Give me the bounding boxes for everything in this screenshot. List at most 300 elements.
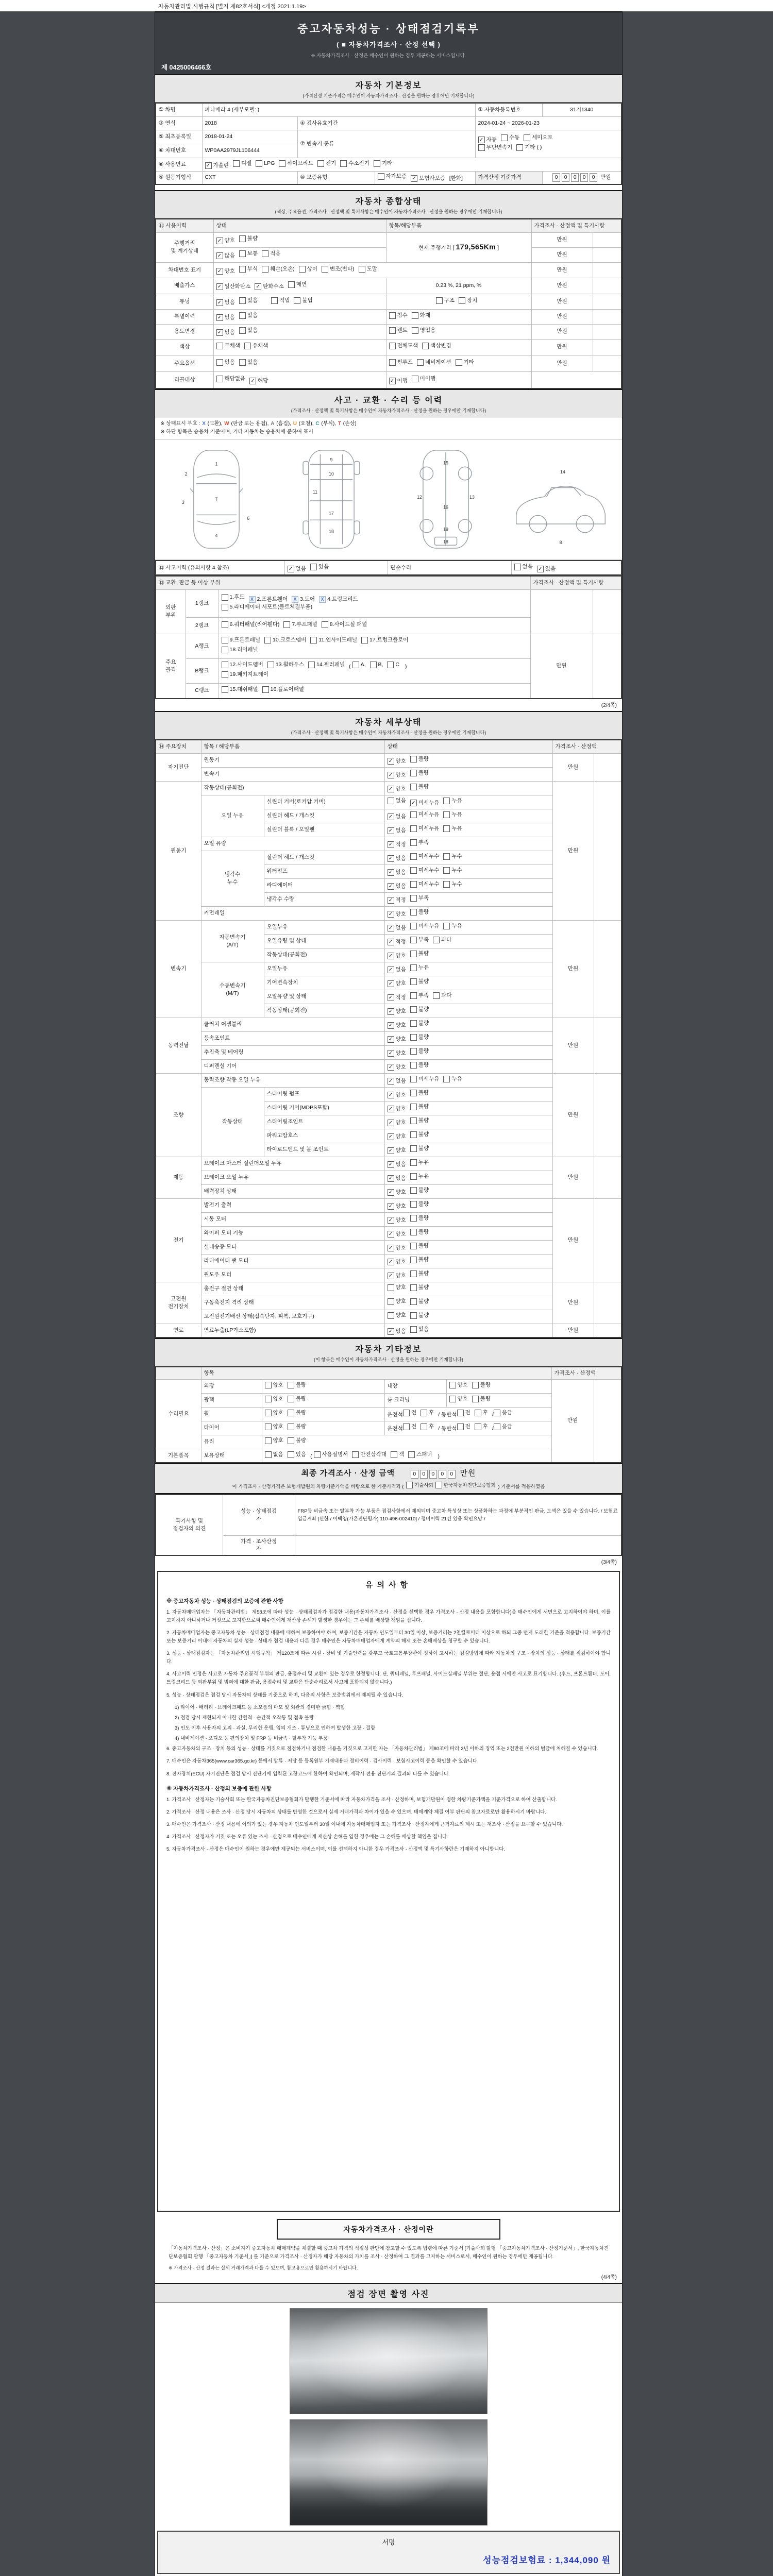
checkbox-icon (322, 621, 328, 628)
checkbox-불량[interactable] (410, 1089, 429, 1097)
checkbox-icon: ✓ (388, 869, 394, 876)
checkbox-양호[interactable] (216, 267, 235, 275)
checkbox-label: 미세누유 (418, 800, 440, 806)
checkbox-양호[interactable] (216, 237, 235, 245)
checkbox-누유[interactable] (410, 964, 429, 972)
table-cell (384, 1268, 552, 1282)
checkbox-불량[interactable] (288, 1381, 306, 1389)
checkbox-4.트렁크리드[interactable] (319, 596, 358, 603)
checkbox-icon (387, 662, 394, 668)
checkbox-label: B, (378, 662, 383, 668)
checkbox-네비게이션[interactable] (417, 359, 451, 366)
checkbox-누유[interactable] (443, 922, 462, 930)
text: 만원 (557, 360, 567, 366)
checkbox-label: 불량 (418, 1215, 429, 1222)
text: 상태 (387, 743, 398, 750)
checkbox-양호[interactable] (265, 1423, 283, 1431)
checkbox-누수[interactable] (443, 880, 462, 888)
checkbox-도말[interactable] (359, 265, 377, 273)
checkbox-label: 없음 (395, 967, 406, 973)
checkbox-양호[interactable] (388, 1022, 406, 1029)
text: 냉각수 수량 (266, 896, 295, 903)
checkbox-양호[interactable] (388, 757, 406, 765)
checkbox-icon (239, 359, 246, 366)
checkbox-누유[interactable] (443, 825, 462, 833)
checkbox-양호[interactable] (388, 1133, 406, 1141)
checkbox-icon: ✓ (388, 1245, 394, 1251)
text: 항목 / 해당부품 (204, 743, 240, 750)
checkbox-불량[interactable] (410, 1242, 429, 1250)
checkbox-침수[interactable] (389, 312, 408, 319)
checkbox-label: 일산화탄소 (224, 283, 251, 290)
checkbox-안전삼각대[interactable] (352, 1451, 386, 1459)
checkbox-변조(변타)[interactable] (322, 265, 355, 273)
table-cell (594, 1157, 621, 1198)
checkbox-17.트렁크플로어[interactable] (361, 636, 408, 644)
checkbox-icon: ✓ (388, 1050, 394, 1057)
checkbox-불량[interactable] (410, 1033, 429, 1041)
checkbox-있음[interactable] (239, 327, 258, 334)
checkbox-기타 ( )[interactable] (516, 144, 542, 151)
checkbox-불량[interactable] (410, 1284, 429, 1292)
checkbox-없음[interactable] (216, 299, 235, 307)
checkbox-양호[interactable] (388, 1216, 406, 1224)
checkbox-icon: ✓ (389, 378, 396, 384)
checkbox-적정[interactable] (388, 841, 406, 849)
table-cell (264, 990, 384, 1004)
checkbox-불량[interactable] (410, 950, 429, 958)
checkbox-불량[interactable] (410, 1298, 429, 1306)
checkbox-불량[interactable] (410, 755, 429, 763)
checkbox-기타[interactable] (374, 160, 392, 167)
checkbox-부족[interactable] (410, 936, 429, 944)
checkbox-1.후드[interactable] (222, 594, 245, 601)
checkbox-label: 변조(변타) (329, 265, 355, 272)
checkbox-누유[interactable] (410, 1159, 429, 1166)
table-cell (213, 294, 386, 309)
checkbox-icon (265, 1396, 272, 1402)
table-cell (262, 1435, 551, 1449)
checkbox-과다[interactable] (433, 936, 451, 944)
table-cell (213, 309, 386, 324)
checkbox-양호[interactable] (388, 1244, 406, 1252)
checkbox-양호[interactable] (388, 910, 406, 918)
checkbox-icon (288, 1437, 294, 1444)
checkbox-12.사이드멤버[interactable] (222, 661, 263, 669)
checkbox-13.휠하우스[interactable] (267, 661, 304, 669)
checkbox-후[interactable] (421, 1423, 434, 1431)
checkbox-양호[interactable] (388, 1008, 406, 1015)
checkbox-2.프론트휀더[interactable] (249, 596, 288, 603)
section-title: 자동차 기타정보 (355, 1345, 422, 1354)
text: 성능 · 상태점검 (240, 1508, 277, 1515)
checkbox-전[interactable] (457, 1409, 470, 1417)
checkbox-전기[interactable] (317, 160, 336, 167)
checkbox-응급[interactable] (494, 1423, 512, 1431)
checkbox-누수[interactable] (443, 853, 462, 860)
checkbox-부족[interactable] (410, 992, 429, 999)
table-cell (202, 171, 297, 184)
checkbox-적음[interactable] (262, 250, 280, 258)
checkbox-icon (288, 281, 295, 288)
table-cell (264, 892, 384, 906)
checkbox-icon: ✓ (388, 1161, 394, 1168)
detail-state-grid (155, 739, 622, 1338)
checkbox-부식[interactable] (239, 265, 258, 273)
checkbox-없음[interactable] (288, 565, 306, 573)
checkbox-불량[interactable] (410, 783, 429, 791)
checkbox-무채색[interactable] (216, 342, 240, 350)
checkbox-양호[interactable] (388, 1147, 406, 1155)
checkbox-없음[interactable] (388, 1161, 406, 1168)
checkbox-불량[interactable] (410, 1117, 429, 1125)
checkbox-양호[interactable] (449, 1395, 468, 1403)
checkbox-불량[interactable] (288, 1395, 306, 1403)
checkbox-전체도색[interactable] (389, 342, 418, 350)
checkbox-icon (288, 1382, 294, 1388)
checkbox-10.크로스멤버[interactable] (264, 636, 306, 644)
checkbox-미세누수[interactable] (410, 880, 440, 888)
checkbox-icon (340, 160, 347, 167)
checkbox-불량[interactable] (410, 1312, 429, 1319)
checkbox-icon (443, 811, 450, 818)
checkbox-훼손(오손)[interactable] (262, 265, 295, 273)
checkbox-없음[interactable] (216, 314, 235, 321)
checkbox-양호[interactable] (388, 1312, 406, 1319)
checkbox-19.패키지트레이[interactable] (222, 671, 268, 679)
checkbox-무단변속기[interactable] (478, 144, 513, 151)
checkbox-없음[interactable] (388, 883, 406, 890)
checkbox-일산화탄소[interactable] (216, 283, 251, 291)
checkbox-LPG[interactable] (256, 160, 275, 167)
checkbox-불량[interactable] (239, 235, 258, 243)
checkbox-적정[interactable] (388, 994, 406, 1002)
checkbox-있음[interactable] (310, 563, 329, 571)
checkbox-누유[interactable] (443, 1075, 462, 1083)
checkbox-누유[interactable] (443, 811, 462, 819)
checkbox-양호[interactable] (265, 1437, 283, 1445)
checkbox-icon: ✓ (388, 1106, 394, 1112)
checkbox-label: 양호 (395, 1231, 406, 1238)
checkbox-9.프론트패널[interactable] (222, 636, 260, 644)
checkbox-icon: ✓ (388, 1133, 394, 1140)
text: C랭크 (195, 687, 209, 694)
checkbox-icon: ✓ (255, 283, 261, 290)
text: 특별이력 (174, 313, 195, 320)
checkbox-상이[interactable] (299, 265, 317, 273)
checkbox-불량[interactable] (410, 1145, 429, 1153)
checkbox-label: 있음 (418, 1326, 429, 1332)
checkbox-없음[interactable] (388, 1175, 406, 1182)
checkbox-불량[interactable] (410, 1020, 429, 1027)
checkbox-A,[interactable] (352, 661, 366, 669)
checkbox-icon: ✓ (388, 1120, 394, 1126)
checkbox-label: 응급 (501, 1423, 513, 1430)
checkbox-화재[interactable] (412, 312, 430, 319)
checkbox-label: 없음 (395, 814, 406, 820)
checkbox-적정[interactable] (388, 938, 406, 946)
checkbox-15.대쉬패널[interactable] (222, 686, 258, 693)
table-cell (186, 589, 219, 617)
price-digit: 0 (448, 1470, 456, 1479)
checkbox-있음[interactable] (239, 297, 258, 304)
checkbox-미세누유[interactable] (410, 811, 440, 819)
checkbox-불량[interactable] (410, 769, 429, 777)
car-underbody-front-diagram (281, 444, 382, 554)
checkbox-불량[interactable] (288, 1409, 306, 1417)
checkbox-icon (433, 992, 440, 999)
checkbox-없음[interactable] (388, 827, 406, 835)
checkbox-양호[interactable] (388, 1119, 406, 1127)
text: 2018-01-24 (205, 133, 233, 140)
checkbox-세미오토[interactable] (524, 134, 553, 142)
checkbox-이행[interactable] (389, 377, 408, 385)
checkbox-label: 양호 (457, 1382, 468, 1388)
checkbox-수소전기[interactable] (340, 160, 369, 167)
checkbox-icon (403, 1410, 410, 1416)
checkbox-하이브리드[interactable] (279, 160, 313, 167)
checkbox-디젤[interactable] (233, 160, 251, 167)
checkbox-없음[interactable] (388, 966, 406, 974)
checkbox-스패너[interactable] (408, 1451, 432, 1459)
checkbox-label: 없음 (224, 359, 235, 365)
checkbox-응급[interactable] (494, 1409, 512, 1417)
text: 현재 주행거리 [ (418, 245, 456, 251)
checkbox-해당없음[interactable] (216, 375, 246, 383)
table-cell (201, 1073, 384, 1087)
checkbox-양호[interactable] (449, 1381, 468, 1389)
text: 가격조사 · 산정액 (554, 1369, 596, 1376)
checkbox-적정[interactable] (388, 896, 406, 904)
checkbox-많음[interactable] (216, 252, 235, 260)
checkbox-불량[interactable] (410, 1131, 429, 1139)
checkbox-매연[interactable] (288, 281, 307, 289)
checkbox-있음[interactable] (410, 1326, 429, 1333)
checkbox-icon (443, 853, 450, 860)
checkbox-장치[interactable] (459, 297, 477, 304)
checkbox-양호[interactable] (388, 1105, 406, 1113)
checkbox-icon (410, 881, 417, 888)
checkbox-미세누수[interactable] (410, 867, 440, 874)
checkbox-label: 적정 (395, 841, 406, 848)
checkbox-양호[interactable] (388, 1298, 406, 1306)
checkbox-불량[interactable] (410, 1047, 429, 1055)
checkbox-잭[interactable] (391, 1451, 404, 1459)
overall-state-table (155, 218, 622, 389)
checkbox-없음[interactable] (388, 797, 406, 805)
table-cell (201, 1449, 262, 1463)
checkbox-양호[interactable] (388, 1230, 406, 1238)
checkbox-label: 불량 (418, 909, 429, 916)
checkbox-자동[interactable] (478, 136, 497, 144)
checkbox-누수[interactable] (443, 867, 462, 874)
checkbox-불량[interactable] (410, 1228, 429, 1236)
checkbox-icon (244, 343, 251, 349)
checkbox-label: 자동 (486, 137, 497, 143)
checkbox-미이행[interactable] (412, 375, 435, 383)
checkbox-label: 후 (429, 1423, 434, 1430)
checkbox-불량[interactable] (410, 1103, 429, 1111)
checkbox-18.리어패널[interactable] (222, 646, 258, 654)
checkbox-불량[interactable] (410, 1006, 429, 1013)
checkbox-양호[interactable] (388, 771, 406, 779)
checkbox-영업용[interactable] (412, 327, 435, 334)
text: 만원 (557, 344, 567, 350)
car-top-view-diagram (166, 444, 267, 554)
checkbox-양호[interactable] (388, 1091, 406, 1099)
checkbox-icon: ✓ (388, 1022, 394, 1029)
checkbox-과다[interactable] (433, 992, 451, 999)
checkbox-불량[interactable] (410, 978, 429, 986)
cautions-item: 4. 사고이력 인정은 사고로 자동차 주요골격 부위의 판금, 용접수리 및 교환이 있는 경우로 한정합니다. 단, 쿼터패널, 루프패널, 사이드실패널 부위는 절단, 용접 시에만 사고로 표기합니다. (후드, 프론트휀더, 도어, 트렁크리드 등 외판부위 및 범퍼에 대한 판금, 용접수리 및 교환은 단순수리로서 사고에 포함되지 않습니다.) (166, 1671, 611, 1686)
checkbox-없음[interactable] (388, 1328, 406, 1335)
diagram-panel-number: 14 (560, 469, 565, 475)
checkbox-양호[interactable] (388, 1202, 406, 1210)
checkbox-label: 양호 (273, 1396, 283, 1402)
checkbox-기타[interactable] (456, 359, 474, 366)
checkbox-label: 기술사회 (414, 1483, 433, 1488)
checkbox-없음[interactable] (514, 563, 533, 571)
checkbox-후[interactable] (475, 1409, 488, 1417)
checkbox-양호[interactable] (388, 1036, 406, 1043)
checkbox-미세누수[interactable] (410, 853, 440, 860)
checkbox-icon: ✓ (388, 1175, 394, 1182)
checkbox-없음[interactable] (388, 924, 406, 932)
checkbox-없음[interactable] (216, 329, 235, 336)
checkbox-전[interactable] (403, 1409, 416, 1417)
checkbox-전[interactable] (403, 1423, 416, 1431)
checkbox-B,[interactable] (370, 661, 383, 669)
checkbox-미세누유[interactable] (410, 825, 440, 833)
checkbox-구조[interactable] (436, 297, 455, 304)
checkbox-불량[interactable] (410, 1061, 429, 1069)
checkbox-8.사이드실 패널[interactable] (322, 621, 367, 629)
checkbox-양호[interactable] (388, 980, 406, 988)
checkbox-썬루프[interactable] (389, 359, 413, 366)
checkbox-11.인사이드패널[interactable] (310, 636, 357, 644)
checkbox-있음[interactable] (239, 312, 258, 319)
checkbox-label: 렌트 (397, 327, 408, 334)
checkbox-양호[interactable] (265, 1395, 283, 1403)
checkbox-자가보증[interactable] (378, 173, 407, 180)
table-cell (284, 561, 388, 575)
checkbox-탄화수소[interactable] (255, 283, 284, 291)
checkbox-icon (410, 1298, 417, 1305)
checkbox-미세누유[interactable] (410, 1075, 440, 1083)
checkbox-icon: ✓ (388, 994, 394, 1001)
checkbox-색상변경[interactable] (422, 342, 451, 350)
checkbox-양호[interactable] (388, 1063, 406, 1071)
checkbox-보통[interactable] (239, 250, 258, 258)
checkbox-icon (457, 1410, 464, 1416)
table-cell (156, 262, 213, 278)
checkbox-양호[interactable] (388, 1284, 406, 1292)
checkbox-양호[interactable] (265, 1409, 283, 1417)
checkbox-불량[interactable] (410, 1256, 429, 1264)
checkbox-사용설명서[interactable] (314, 1451, 348, 1459)
checkbox-불법[interactable] (294, 297, 312, 304)
checkbox-기술사회[interactable] (406, 1481, 433, 1488)
checkbox-보험사보증[interactable] (411, 175, 445, 182)
checkbox-불량[interactable] (472, 1381, 491, 1389)
checkbox-해당[interactable] (249, 377, 268, 385)
checkbox-미세누유[interactable] (410, 799, 440, 807)
checkbox-없음[interactable] (388, 1077, 406, 1085)
checkbox-양호[interactable] (388, 952, 406, 960)
checkbox-불량[interactable] (288, 1437, 306, 1445)
checkbox-불량[interactable] (288, 1423, 306, 1431)
checkbox-미세누유[interactable] (410, 922, 440, 930)
checkbox-양호[interactable] (388, 1272, 406, 1280)
checkbox-16.플로어패널[interactable] (262, 686, 304, 693)
checkbox-후[interactable] (475, 1423, 488, 1431)
checkbox-전[interactable] (457, 1423, 470, 1431)
checkbox-양호[interactable] (265, 1381, 283, 1389)
checkbox-유채색[interactable] (244, 342, 268, 350)
checkbox-7.루프패널[interactable] (283, 621, 317, 629)
checkbox-불량[interactable] (410, 1187, 429, 1194)
checkbox-부족[interactable] (410, 894, 429, 902)
checkbox-한국자동차진단보증협회[interactable] (435, 1481, 496, 1488)
checkbox-label: 19.패키지트레이 (229, 671, 268, 677)
checkbox-없음[interactable] (216, 359, 235, 366)
price-digit: 0 (429, 1470, 437, 1479)
checkbox-14.필러패널[interactable] (308, 661, 345, 669)
checkbox-불량[interactable] (410, 1214, 429, 1222)
checkbox-icon (410, 992, 417, 999)
checkbox-누유[interactable] (410, 1173, 429, 1180)
inspection-photo-rear (290, 2419, 488, 2526)
checkbox-5.라디에이터 서포트(볼트체결부품)[interactable] (222, 603, 313, 611)
checkbox-양호[interactable] (388, 1049, 406, 1057)
checkbox-렌트[interactable] (389, 327, 408, 334)
checkbox-없음[interactable] (388, 855, 406, 862)
checkbox-label: 양호 (395, 1298, 406, 1305)
checkbox-양호[interactable] (388, 785, 406, 793)
checkbox-label: 없음 (224, 329, 235, 336)
text: 2랭크 (195, 622, 209, 629)
checkbox-불량[interactable] (410, 1200, 429, 1208)
etc-info-table (155, 1366, 622, 1463)
checkbox-부족[interactable] (410, 839, 429, 846)
checkbox-3.도어[interactable] (292, 596, 315, 603)
checkbox-적법[interactable] (271, 297, 290, 304)
checkbox-icon: ✓ (388, 1217, 394, 1224)
checkbox-가솔린[interactable] (205, 162, 229, 170)
checkbox-있음[interactable] (537, 565, 556, 573)
checkbox-있음[interactable] (239, 359, 258, 366)
checkbox-수동[interactable] (501, 134, 519, 142)
checkbox-불량[interactable] (410, 908, 429, 916)
checkbox-불량[interactable] (472, 1395, 491, 1403)
checkbox-없음[interactable] (388, 869, 406, 876)
checkbox-없음[interactable] (265, 1451, 283, 1459)
section-subtitle: (가격조사 · 산정액 및 특기사항은 매수인이 자동차가격조사 · 산정을 원하는 경우에만 기재합니다) (291, 408, 486, 413)
checkbox-누유[interactable] (443, 797, 462, 805)
checkbox-양호[interactable] (388, 1189, 406, 1196)
checkbox-양호[interactable] (388, 1258, 406, 1266)
checkbox-없음[interactable] (388, 813, 406, 821)
table-cell (552, 781, 594, 920)
table-cell (156, 589, 186, 634)
checkbox-후[interactable] (421, 1409, 434, 1417)
checkbox-icon: ✓ (388, 1231, 394, 1238)
checkbox-C[interactable] (387, 661, 399, 669)
text: 자기진단 (167, 764, 189, 770)
checkbox-6.쿼터패널(리어휀다)[interactable] (222, 621, 280, 629)
checkbox-있음[interactable] (288, 1451, 306, 1459)
checkbox-불량[interactable] (410, 1270, 429, 1278)
